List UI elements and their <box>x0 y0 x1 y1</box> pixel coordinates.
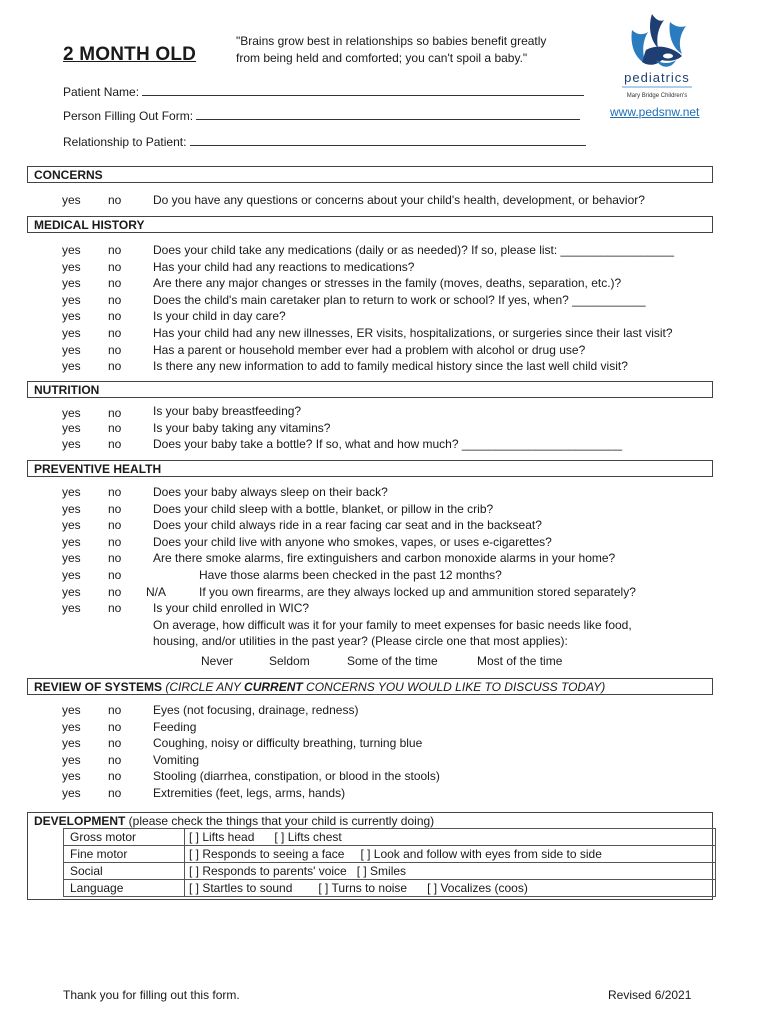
yes-option[interactable]: yes <box>62 406 81 420</box>
no-option[interactable]: no <box>108 259 122 274</box>
question-text: Has your child had any new illnesses, ER visits, hospitalizations, or surgeries since their last visit? <box>153 326 673 340</box>
relationship-label: Relationship to Patient: <box>63 135 187 149</box>
footer-revised: Revised 6/2021 <box>608 988 692 1002</box>
yes-option[interactable]: yes <box>62 568 81 582</box>
question-text: Are there any major changes or stresses in the family (moves, deaths, separation, etc.)? <box>153 276 622 291</box>
yes-option[interactable]: yes <box>62 342 81 357</box>
no-option[interactable]: no <box>108 551 122 566</box>
no-option[interactable]: no <box>108 437 122 452</box>
question-text: Are there smoke alarms, fire extinguishers and carbon monoxide alarms in your home? <box>153 551 616 566</box>
review-of-systems-heading: REVIEW OF SYSTEMS (CIRCLE ANY CURRENT CONCERNS YOU WOULD LIKE TO DISCUSS TODAY) <box>27 678 713 695</box>
question-text: Have those alarms been checked in the past 12 months? <box>199 568 502 582</box>
question-text: Is your baby taking any vitamins? <box>153 420 331 435</box>
no-option[interactable]: no <box>108 342 122 357</box>
milestone-checkbox[interactable]: [ ] Lifts head <box>189 830 255 844</box>
no-option[interactable]: no <box>108 359 122 374</box>
no-option[interactable]: no <box>108 719 122 734</box>
yes-option[interactable]: yes <box>62 243 81 257</box>
development-items <box>185 880 716 897</box>
development-category: Social <box>64 863 185 880</box>
patient-name-label: Patient Name: <box>63 85 140 99</box>
yes-option[interactable]: yes <box>62 551 81 566</box>
question-text: Has your child had any reactions to medications? <box>153 259 415 274</box>
yes-option[interactable]: yes <box>62 501 81 516</box>
yes-option[interactable]: yes <box>62 485 81 499</box>
patient-name-field[interactable] <box>63 84 584 99</box>
nutrition-heading: NUTRITION <box>27 381 713 398</box>
option-never[interactable]: Never <box>201 654 234 668</box>
milestone-checkbox[interactable]: [ ] Responds to seeing a face <box>189 847 345 861</box>
option-some-of-the-time[interactable]: Some of the time <box>347 654 438 668</box>
no-option[interactable]: no <box>108 584 122 599</box>
development-items <box>185 846 716 863</box>
concerns-heading: CONCERNS <box>27 166 713 183</box>
yes-option[interactable]: yes <box>62 420 81 435</box>
question-text: Is your baby breastfeeding? <box>153 404 302 418</box>
no-option[interactable]: no <box>108 276 122 291</box>
yes-option[interactable]: yes <box>62 259 81 274</box>
svg-text:Mary Bridge Children's: Mary Bridge Children's <box>626 93 688 99</box>
footer-thanks: Thank you for filling out this form. <box>63 988 240 1002</box>
question-text: If you own firearms, are they always locked up and ammunition stored separately? <box>199 584 636 599</box>
website-link[interactable]: www.pedsnw.net <box>610 105 700 119</box>
no-option[interactable]: no <box>108 568 122 582</box>
development-items <box>185 829 716 846</box>
development-category: Language <box>64 880 185 897</box>
no-option[interactable]: no <box>108 292 122 307</box>
svg-text:pediatrics: pediatrics <box>624 70 690 85</box>
milestone-checkbox[interactable]: [ ] Vocalizes (coos) <box>427 881 528 895</box>
yes-option[interactable]: yes <box>62 437 81 452</box>
yes-option[interactable]: yes <box>62 359 81 374</box>
no-option[interactable]: no <box>108 703 122 717</box>
question-text: Feeding <box>153 719 197 734</box>
no-option[interactable]: no <box>108 786 122 800</box>
orca-logo-icon <box>612 10 702 102</box>
yes-option[interactable]: yes <box>62 752 81 767</box>
option-most-of-the-time[interactable]: Most of the time <box>477 654 563 668</box>
milestone-checkbox[interactable]: [ ] Responds to parents' voice <box>189 864 347 878</box>
no-option[interactable]: no <box>108 326 122 340</box>
question-text: Does your child live with anyone who smokes, vapes, or uses e-cigarettes? <box>153 534 552 549</box>
yes-option[interactable]: yes <box>62 292 81 307</box>
yes-option[interactable]: yes <box>62 326 81 340</box>
no-option[interactable]: no <box>108 309 122 324</box>
question-text: Stooling (diarrhea, constipation, or blood in the stools) <box>153 769 440 784</box>
question-text: Coughing, noisy or difficulty breathing, turning blue <box>153 736 423 751</box>
question-text: Does your child always ride in a rear facing car seat and in the backseat? <box>153 518 542 533</box>
yes-option[interactable]: yes <box>62 276 81 291</box>
question-text: Is there any new information to add to family medical history since the last well child visit? <box>153 359 628 374</box>
pediatrics-logo <box>612 10 702 102</box>
quote-line-1: "Brains grow best in relationships so babies benefit greatly <box>236 34 547 48</box>
development-row <box>64 846 716 863</box>
no-option[interactable]: no <box>108 420 122 435</box>
question-text: Is your child in day care? <box>153 309 286 324</box>
yes-option[interactable]: yes <box>62 719 81 734</box>
yes-option[interactable]: yes <box>62 193 81 207</box>
patient-name-blank[interactable] <box>142 84 584 96</box>
question-text: Is your child enrolled in WIC? <box>153 601 310 616</box>
development-row <box>64 880 716 897</box>
development-items <box>185 863 716 880</box>
question-text: Extremities (feet, legs, arms, hands) <box>153 786 346 800</box>
medical-history-heading: MEDICAL HISTORY <box>27 216 713 233</box>
yes-option[interactable]: yes <box>62 703 81 717</box>
question-text: Does your baby take a bottle? If so, what and how much? ________________________ <box>153 437 623 452</box>
yes-option[interactable]: yes <box>62 601 81 616</box>
question-text: Eyes (not focusing, drainage, redness) <box>153 703 359 717</box>
expense-question-line-1: On average, how difficult was it for your family to meet expenses for basic needs like food, <box>153 618 632 632</box>
development-category: Fine motor <box>64 846 185 863</box>
development-category: Gross motor <box>64 829 185 846</box>
person-filling-blank[interactable] <box>196 108 580 120</box>
expense-question-line-2: housing, and/or utilities in the past year? (Please circle one that most applies): <box>153 634 568 648</box>
milestone-checkbox[interactable]: [ ] Turns to noise <box>318 881 408 895</box>
no-option[interactable]: no <box>108 736 122 751</box>
relationship-field[interactable] <box>63 134 586 149</box>
question-text: Has a parent or household member ever had a problem with alcohol or drug use? <box>153 342 586 357</box>
question-text: Does your baby always sleep on their back? <box>153 485 388 499</box>
no-option[interactable]: no <box>108 518 122 533</box>
development-table <box>63 828 716 897</box>
yes-option[interactable]: yes <box>62 534 81 549</box>
na-option[interactable]: N/A <box>146 584 167 599</box>
yes-option[interactable]: yes <box>62 786 81 800</box>
option-seldom[interactable]: Seldom <box>269 654 310 668</box>
no-option[interactable]: no <box>108 752 122 767</box>
milestone-checkbox[interactable]: [ ] Startles to sound <box>189 881 293 895</box>
no-option[interactable]: no <box>108 501 122 516</box>
header-quote <box>236 33 596 67</box>
development-row <box>64 829 716 846</box>
yes-option[interactable]: yes <box>62 309 81 324</box>
yes-option[interactable]: yes <box>62 736 81 751</box>
question-text: Does the child's main caretaker plan to return to work or school? If yes, when? ___________ <box>153 292 646 307</box>
relationship-blank[interactable] <box>190 134 586 146</box>
question-text: Does your child take any medications (daily or as needed)? If so, please list: _________________ <box>153 243 674 257</box>
question-text: Do you have any questions or concerns about your child's health, development, or behavior? <box>153 193 645 207</box>
no-option[interactable]: no <box>108 406 122 420</box>
development-heading: DEVELOPMENT (please check the things that your child is currently doing) <box>27 812 713 829</box>
question-text: Vomiting <box>153 752 200 767</box>
no-option[interactable]: no <box>108 243 122 257</box>
milestone-checkbox[interactable]: [ ] Look and follow with eyes from side to side <box>360 847 602 861</box>
question-text: Does your child sleep with a bottle, blanket, or pillow in the crib? <box>153 501 494 516</box>
preventive-health-heading: PREVENTIVE HEALTH <box>27 460 713 477</box>
person-filling-field[interactable] <box>63 108 580 123</box>
no-option[interactable]: no <box>108 534 122 549</box>
development-row <box>64 863 716 880</box>
no-option[interactable]: no <box>108 193 122 207</box>
yes-option[interactable]: yes <box>62 584 81 599</box>
quote-line-2: from being held and comforted; you can't spoil a baby." <box>236 51 528 65</box>
no-option[interactable]: no <box>108 485 122 499</box>
yes-option[interactable]: yes <box>62 518 81 533</box>
page-title: 2 MONTH OLD <box>63 44 197 65</box>
person-filling-label: Person Filling Out Form: <box>63 109 194 123</box>
milestone-checkbox[interactable]: [ ] Smiles <box>356 864 407 878</box>
no-option[interactable]: no <box>108 601 122 616</box>
milestone-checkbox[interactable]: [ ] Lifts chest <box>274 830 342 844</box>
no-option[interactable]: no <box>108 769 122 784</box>
yes-option[interactable]: yes <box>62 769 81 784</box>
